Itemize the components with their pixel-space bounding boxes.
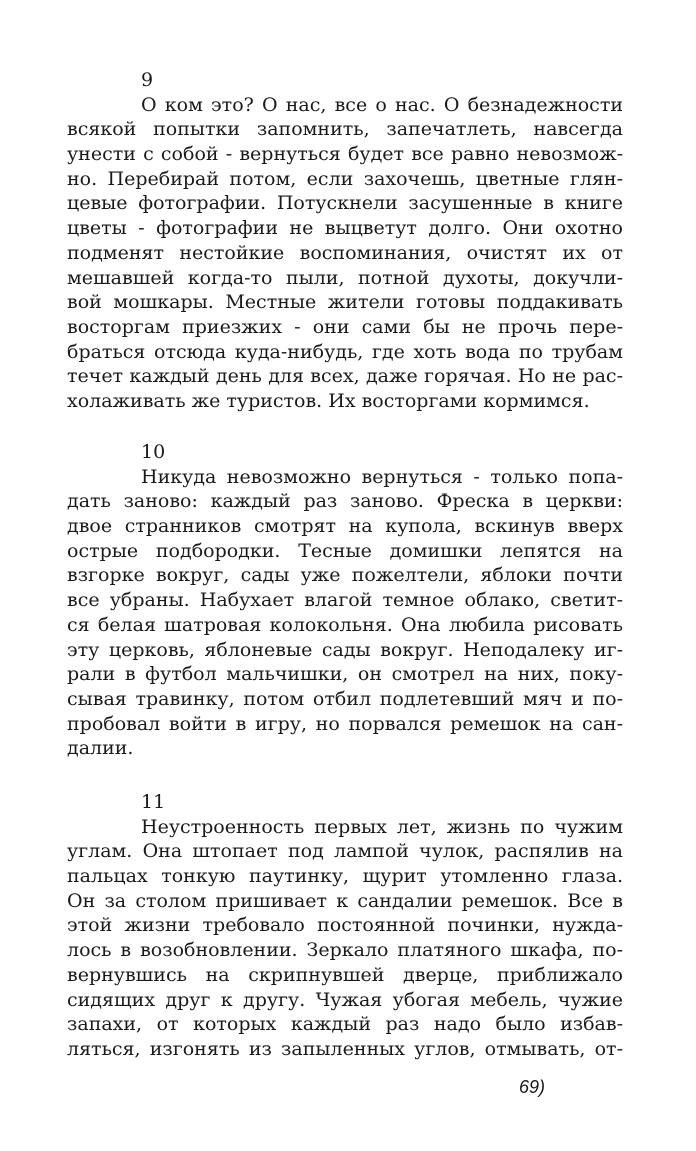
text-line: но. Перебирай потом, если захочешь, цветные глян-: [67, 167, 623, 190]
section-11: [67, 790, 623, 1062]
text-line: цевые фотографии. Потускнели засушенные в книге: [67, 192, 623, 215]
section-9: [67, 68, 623, 414]
section-number: 9: [141, 69, 154, 91]
text-line: вой мошкары. Местные жители готовы поддакивать: [67, 291, 623, 314]
text-line: ляться, изгонять из запыленных углов, отмывать, от-: [67, 1037, 623, 1060]
text-line: пальцах тонкую паутинку, щурит утомленно глаза.: [67, 865, 623, 888]
text-line: Он за столом пришивает к сандалии ремешок. Все в: [67, 889, 623, 912]
text-line: этой жизни требовало постоянной починки, нужда-: [67, 914, 623, 937]
text-line: лось в возобновлении. Зеркало платяного шкафа, по-: [67, 939, 623, 962]
text-line: сывая травинку, потом отбил подлетевший мяч и по-: [67, 687, 623, 710]
text-line: двое странников смотрят на купола, вскинув вверх: [67, 515, 623, 538]
text-line: течет каждый день для всех, даже горячая. Но не рас-: [67, 365, 623, 388]
text-line: браться отсюда куда-нибудь, где хоть вода по трубам: [67, 340, 623, 363]
text-line: дать заново: каждый раз заново. Фреска в церкви:: [67, 490, 623, 513]
section-number: 10: [141, 441, 166, 463]
text-line: всякой попытки запомнить, запечатлеть, навсегда: [67, 118, 623, 141]
text-line: восторгам приезжих - они сами бы не прочь пере-: [67, 315, 623, 338]
text-line: Никуда невозможно вернуться - только попа-: [141, 465, 623, 488]
text-line: все убраны. Набухает влагой темное облако, светит-: [67, 589, 623, 612]
text-line: углам. Она штопает под лампой чулок, распялив на: [67, 840, 623, 863]
text-line: унести с собой - вернуться будет все равно невозмож-: [67, 143, 623, 166]
text-line: рали в футбол мальчишки, он смотрел на них, поку-: [67, 663, 623, 686]
text-line: острые подбородки. Тесные домишки лепятся на: [67, 539, 623, 562]
text-line: эту церковь, яблоневые сады вокруг. Неподалеку иг-: [67, 638, 623, 661]
text-line: сидящих друг к другу. Чужая убогая мебель, чужие: [67, 988, 623, 1011]
text-line: далии.: [67, 737, 134, 760]
page-number: 69): [519, 1077, 546, 1097]
section-10: [67, 440, 623, 761]
text-line: взгорке вокруг, сады уже пожелтели, яблоки почти: [67, 564, 623, 587]
text-line: цветы - фотографии не выцветут долго. Они охотно: [67, 217, 623, 240]
text-line: мешавшей когда-то пыли, потной духоты, докучли-: [67, 266, 623, 289]
text-line: Неустроенность первых лет, жизнь по чужим: [141, 815, 623, 838]
text-line: пробовал войти в игру, но порвался ремешок на сан-: [67, 712, 623, 735]
text-line: подменят нестойкие воспоминания, очистят их от: [67, 241, 623, 264]
text-line: ся белая шатровая колокольня. Она любила рисовать: [67, 613, 623, 636]
text-line: О ком это? О нас, все о нас. О безнадежности: [141, 93, 623, 116]
text-line: холаживать же туристов. Их восторгами кормимся.: [67, 389, 590, 412]
text-line: запахи, от которых каждый раз надо было избав-: [67, 1013, 623, 1036]
text-line: вернувшись на скрипнувшей дверце, приближало: [67, 963, 623, 986]
section-number: 11: [141, 791, 166, 813]
